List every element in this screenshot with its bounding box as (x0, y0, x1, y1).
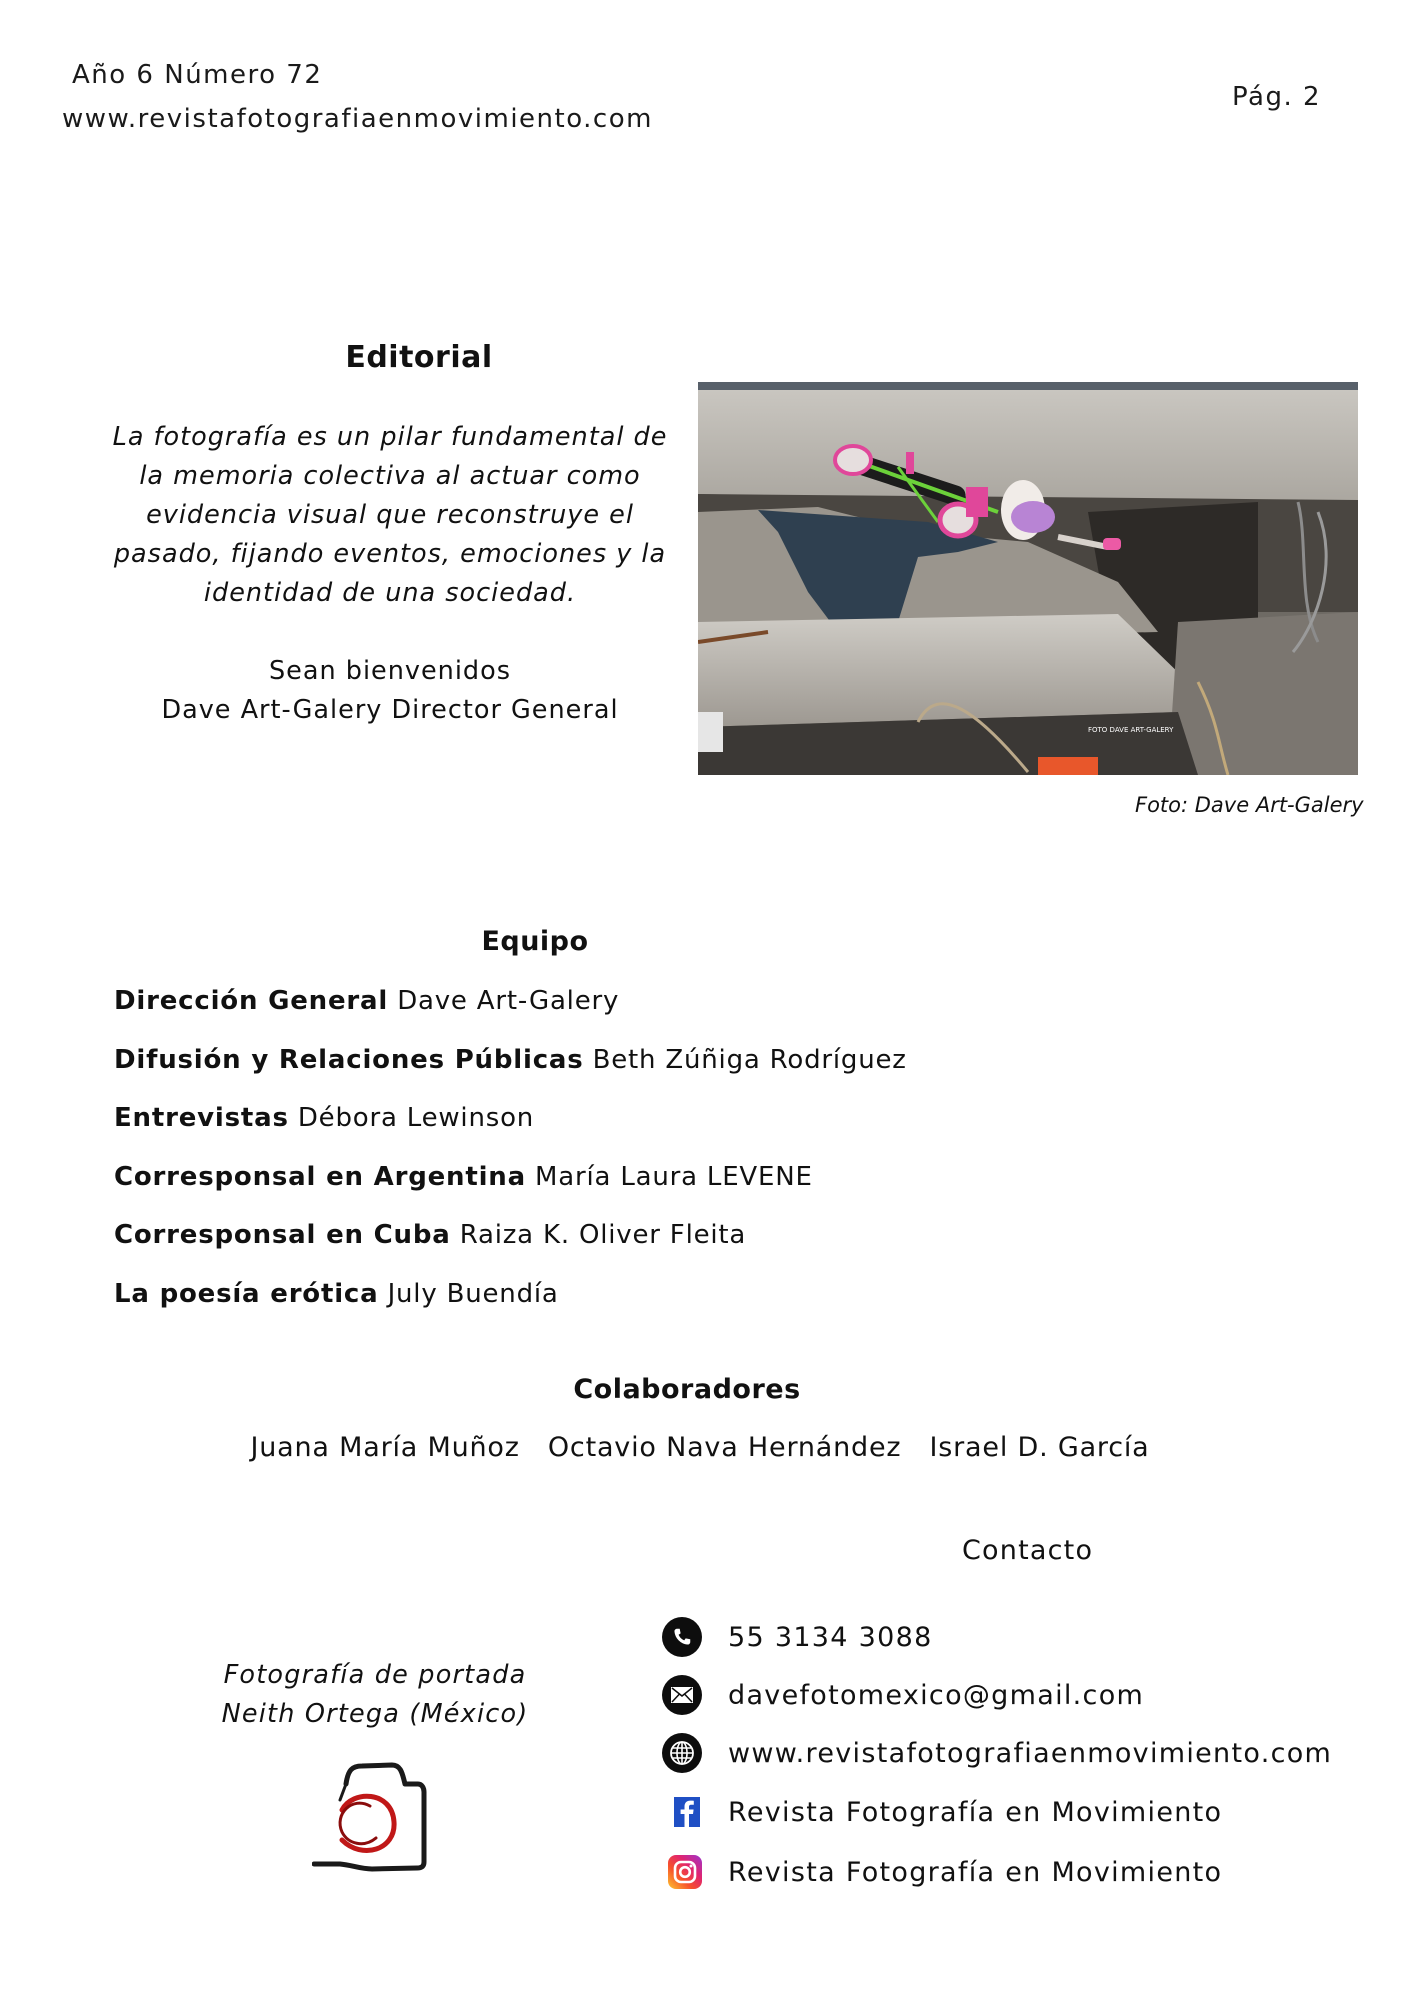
team-role: Corresponsal en Cuba (114, 1220, 451, 1250)
contact-phone-text[interactable]: 55 3134 3088 (728, 1621, 933, 1653)
collaborator-name: Juana María Muñoz (250, 1432, 520, 1463)
photo-caption: Foto: Dave Art-Galery (1135, 793, 1364, 817)
cover-credit-line: Fotografía de portada (223, 1660, 527, 1690)
collaborator-name: Israel D. García (929, 1432, 1150, 1463)
collaborators-list (200, 1432, 1200, 1463)
team-role: Corresponsal en Argentina (114, 1162, 526, 1192)
contact-facebook[interactable] (662, 1790, 1222, 1834)
team-role: Difusión y Relaciones Públicas (114, 1045, 584, 1075)
photo-watermark: FOTO DAVE ART-GALERY (1088, 726, 1174, 734)
team-name: Dave Art-Galery (397, 986, 620, 1016)
issue-number: Año 6 Número 72 (72, 60, 323, 90)
collaborators-title: Colaboradores (573, 1374, 801, 1405)
contact-instagram-text[interactable]: Revista Fotografía en Movimiento (728, 1856, 1223, 1888)
contact-phone[interactable] (662, 1615, 933, 1659)
instagram-icon (662, 1852, 702, 1892)
team-member (114, 1103, 534, 1133)
editorial-line: evidencia visual que reconstruye el (146, 500, 634, 530)
team-name: Raiza K. Oliver Fleita (459, 1220, 747, 1250)
page-number: Pág. 2 (1232, 82, 1322, 112)
team-role: Entrevistas (114, 1103, 289, 1133)
cover-credit (175, 1656, 575, 1734)
contact-website-text[interactable]: www.revistafotografiaenmovimiento.com (728, 1737, 1333, 1769)
editorial-line: pasado, fijando eventos, emociones y la (113, 539, 667, 569)
editorial-line: identidad de una sociedad. (203, 578, 577, 608)
team-member (114, 1045, 907, 1075)
editorial-line: la memoria colectiva al actuar como (139, 461, 641, 491)
collaborator-name: Octavio Nava Hernández (547, 1432, 902, 1463)
team-title: Equipo (481, 926, 589, 957)
contact-email-text[interactable]: davefotomexico@gmail.com (728, 1679, 1145, 1711)
camera-logo-icon (312, 1762, 428, 1872)
cover-credit-author: Neith Ortega (México) (221, 1699, 529, 1729)
phone-icon (662, 1617, 702, 1657)
contact-title: Contacto (962, 1535, 1094, 1566)
editorial-line: La fotografía es un pilar fundamental de (112, 422, 668, 452)
editorial-body (90, 418, 690, 730)
contact-facebook-text[interactable]: Revista Fotografía en Movimiento (728, 1796, 1223, 1828)
team-name: Beth Zúñiga Rodríguez (592, 1045, 907, 1075)
team-name: July Buendía (387, 1279, 559, 1309)
globe-icon (662, 1733, 702, 1773)
email-icon (662, 1675, 702, 1715)
contact-email[interactable] (662, 1673, 1144, 1717)
team-role: La poesía erótica (114, 1279, 379, 1309)
rubble-photo-illustration (698, 382, 1358, 775)
facebook-icon (662, 1792, 702, 1832)
camera-logo (312, 1762, 428, 1872)
contact-instagram[interactable] (662, 1850, 1222, 1894)
editorial-title: Editorial (345, 340, 493, 375)
team-name: María Laura LEVENE (535, 1162, 813, 1192)
team-member (114, 986, 619, 1016)
team-name: Débora Lewinson (297, 1103, 535, 1133)
editorial-greeting: Sean bienvenidos (269, 656, 511, 686)
editorial-signature: Dave Art-Galery Director General (161, 695, 619, 725)
contact-website[interactable] (662, 1731, 1332, 1775)
team-member (114, 1279, 559, 1309)
editorial-photo (698, 382, 1358, 775)
team-role: Dirección General (114, 986, 389, 1016)
team-member (114, 1162, 813, 1192)
header-website[interactable]: www.revistafotografiaenmovimiento.com (62, 104, 653, 134)
team-member (114, 1220, 746, 1250)
